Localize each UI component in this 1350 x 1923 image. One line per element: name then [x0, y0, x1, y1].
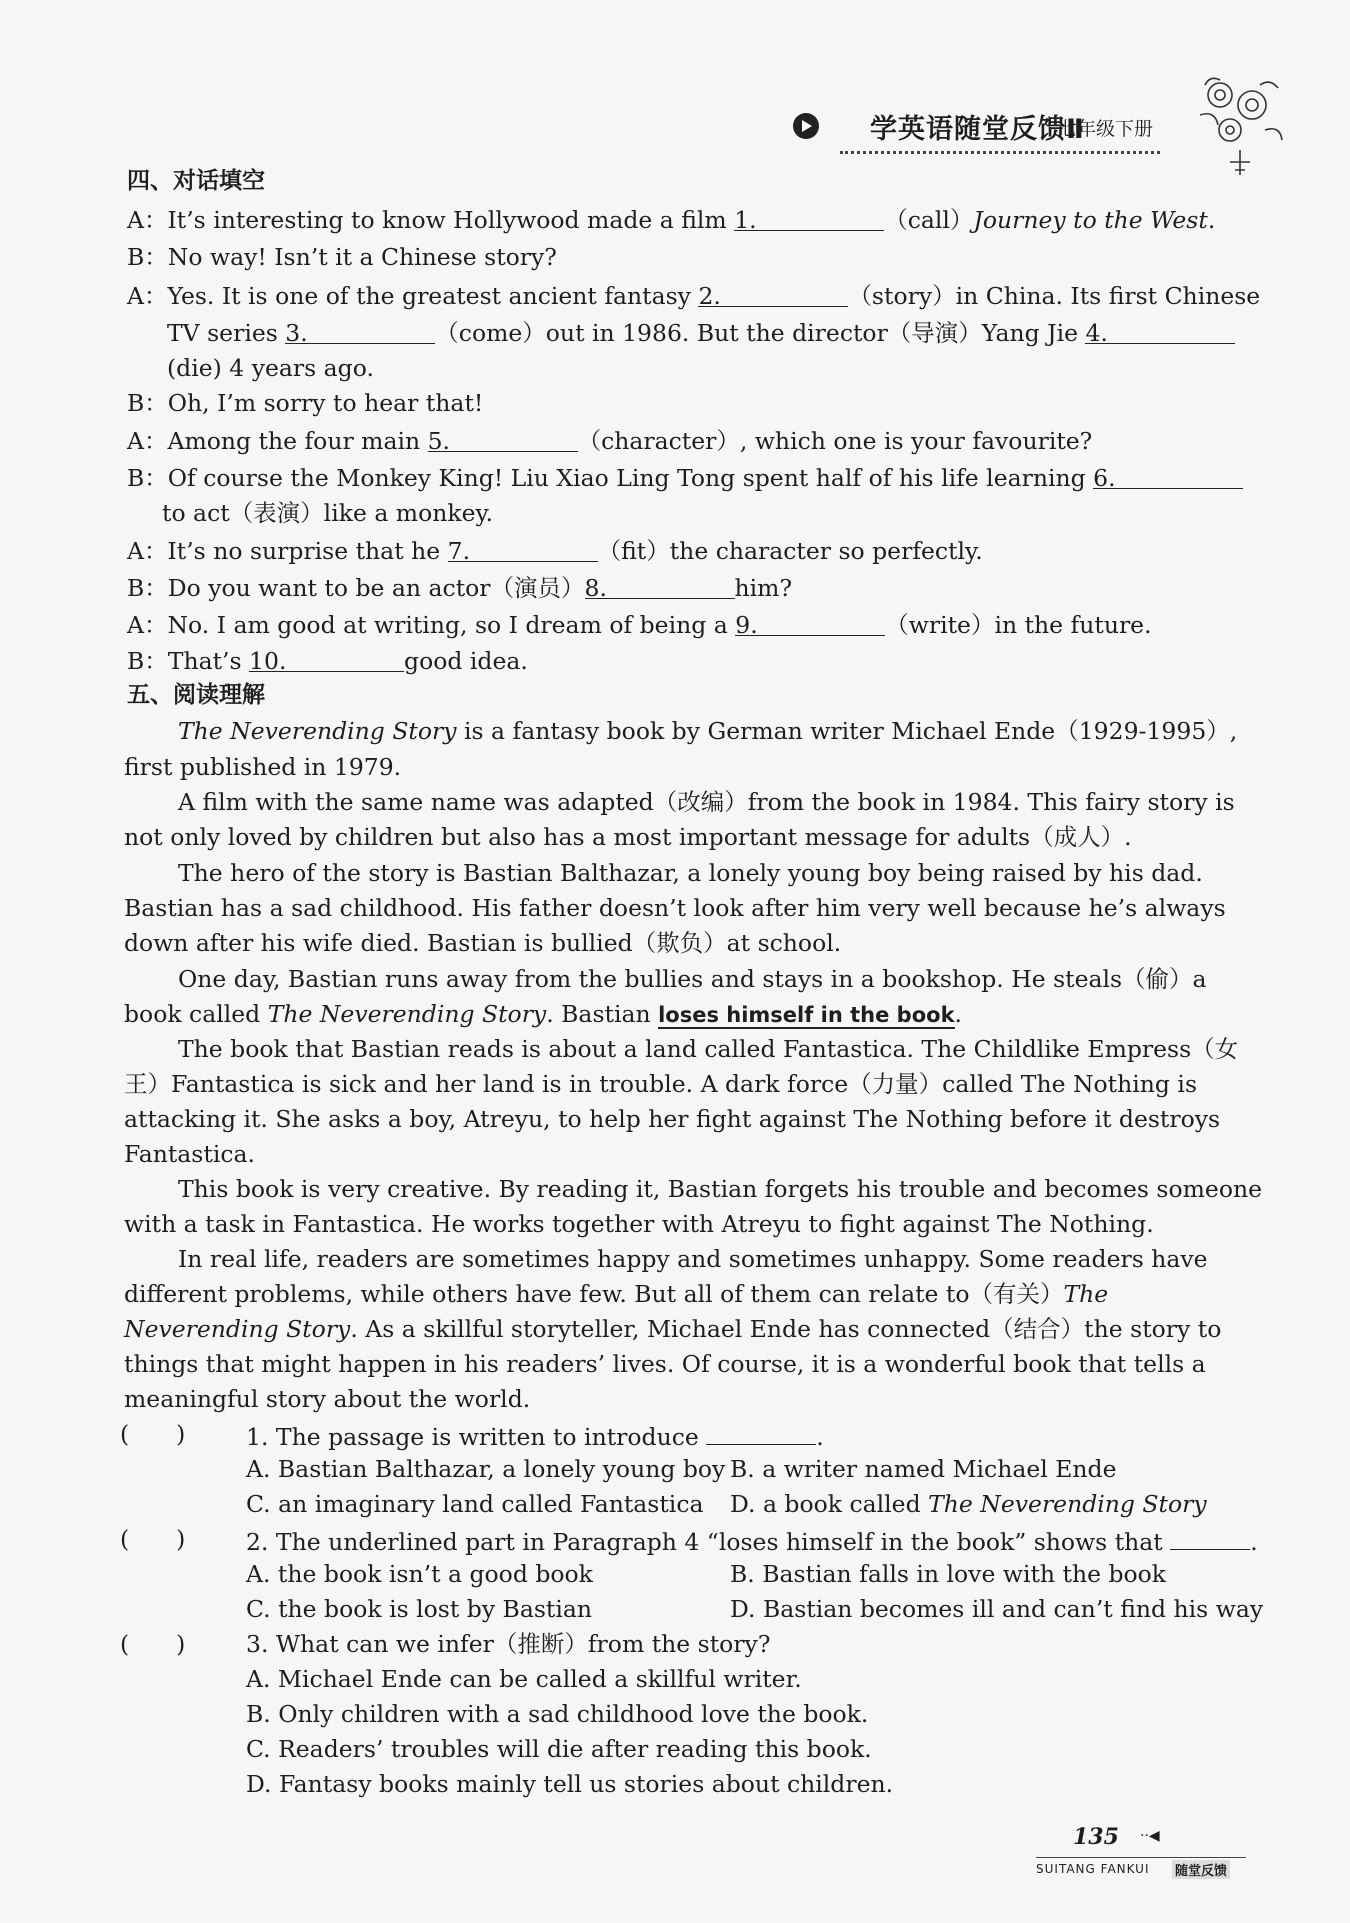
book-title-italic: The Neverending Story [267, 1000, 547, 1028]
dialogue-text: A：No. I am good at writing, so I dream of being a [127, 611, 736, 639]
blank-4[interactable] [1085, 317, 1235, 347]
blank-5[interactable] [427, 425, 578, 455]
passage-line [178, 715, 1237, 747]
passage-line: down after his wife died. Bastian is bullied（欺负）at school. [124, 929, 842, 957]
play-bullet-icon [793, 113, 819, 139]
question-3-paren[interactable]: ( ) [120, 1630, 186, 1658]
question-2-stem [246, 1523, 1258, 1558]
passage-line: One day, Bastian runs away from the bullies and stays in a bookshop. He steals（偷）a [178, 965, 1207, 993]
passage-line [124, 1313, 1221, 1345]
question-3-option-b[interactable]: B. Only children with a sad childhood love the book. [246, 1700, 869, 1728]
passage-text: . Bastian [546, 1000, 659, 1028]
blank-number: 5. [427, 427, 450, 455]
dialogue-text: （character）, which one is your favourite? [577, 427, 1093, 455]
question-1-option-d[interactable] [730, 1488, 1207, 1520]
dialogue-text: him? [734, 574, 793, 602]
passage-line: attacking it. She asks a boy, Atreyu, to help her fight against The Nothing before it destroys [124, 1105, 1221, 1133]
punctuation: . [1207, 206, 1216, 234]
question-1-stem [246, 1418, 824, 1453]
dialogue-line-2: B：No way! Isn’t it a Chinese story? [127, 243, 557, 271]
book-title-italic: The Neverending Story [928, 1490, 1207, 1518]
dialogue-line-7 [127, 425, 1092, 457]
blank-number: 9. [735, 611, 758, 639]
dialogue-text: B：That’s [127, 647, 250, 675]
flower-ornament-icon [1190, 70, 1290, 180]
question-1-paren[interactable]: ( ) [120, 1420, 186, 1448]
question-1-option-a[interactable]: A. Bastian Balthazar, a lonely young boy [246, 1455, 726, 1483]
dialogue-text: A：Yes. It is one of the greatest ancient fantasy [127, 282, 699, 310]
page-number: 135 [1073, 1824, 1119, 1850]
question-1-option-c[interactable]: C. an imaginary land called Fantastica [246, 1490, 704, 1518]
blank-number: 2. [698, 282, 721, 310]
blank-number: 6. [1093, 464, 1116, 492]
blank-8[interactable] [584, 572, 735, 602]
dialogue-text: B：Do you want to be an actor（演员） [127, 574, 585, 602]
passage-line: The hero of the story is Bastian Balthazar, a lonely young boy being raised by his dad. [178, 859, 1203, 887]
dialogue-text: A：It’s interesting to know Hollywood made a film [127, 206, 735, 234]
dialogue-text: （fit）the character so perfectly. [597, 537, 983, 565]
passage-line: not only loved by children but also has a most important message for adults（成人）. [124, 823, 1132, 851]
dialogue-text: （write）in the future. [885, 611, 1152, 639]
punctuation: . [954, 1000, 963, 1028]
question-text: 1. The passage is written to introduce [246, 1423, 707, 1451]
passage-text: book called [124, 1000, 268, 1028]
question-3-stem: 3. What can we infer（推断）from the story? [246, 1630, 771, 1658]
blank-7[interactable] [447, 535, 598, 565]
blank-number: 4. [1085, 319, 1108, 347]
dialogue-text: （come）out in 1986. But the director（导演）Yang Jie [435, 319, 1086, 347]
blank-2[interactable] [698, 280, 848, 310]
blank-number: 1. [734, 206, 757, 234]
question-3-option-c[interactable]: C. Readers’ troubles will die after reading this book. [246, 1735, 872, 1763]
dialogue-line-9: to act（表演）like a monkey. [162, 499, 494, 527]
book-subtitle: 七年级下册 [1058, 118, 1154, 140]
blank-9[interactable] [735, 609, 885, 639]
punctuation: . [816, 1423, 824, 1451]
question-3-option-d[interactable]: D. Fantasy books mainly tell us stories about children. [246, 1770, 894, 1798]
question-2-option-d[interactable]: D. Bastian becomes ill and can’t find his way [730, 1595, 1264, 1623]
arrow-left-icon: ··◀ [1140, 1828, 1160, 1844]
dialogue-line-10 [127, 535, 983, 567]
dialogue-line-1 [127, 204, 1215, 236]
passage-line: This book is very creative. By reading it, Bastian forgets his trouble and becomes someone [178, 1175, 1263, 1203]
passage-line: In real life, readers are sometimes happy and sometimes unhappy. Some readers have [178, 1245, 1208, 1273]
passage-text: is a fantasy book by German writer Michael Ende（1929-1995）, [456, 717, 1238, 745]
question-2-option-c[interactable]: C. the book is lost by Bastian [246, 1595, 593, 1623]
book-title: 学英语随堂反馈Ⅱ [870, 114, 1085, 145]
dialogue-text: B：Of course the Monkey King! Liu Xiao Ling Tong spent half of his life learning [127, 464, 1094, 492]
book-title-italic: The Neverending Story [178, 717, 457, 745]
question-1-option-b[interactable]: B. a writer named Michael Ende [730, 1455, 1117, 1483]
dialogue-line-6: B：Oh, I’m sorry to hear that! [127, 389, 484, 417]
option-text: D. a book called [730, 1490, 929, 1518]
question-1-blank [706, 1418, 816, 1445]
passage-line [124, 1278, 1108, 1310]
question-2-paren[interactable]: ( ) [120, 1525, 186, 1553]
dialogue-text: A：Among the four main [127, 427, 428, 455]
dialogue-line-13 [127, 645, 528, 677]
passage-text: different problems, while others have few. But all of them can relate to（有关） [124, 1280, 1064, 1308]
dialogue-text: A：It’s no surprise that he [127, 537, 448, 565]
footer-brand-en: SUITANG FANKUI [1036, 1862, 1150, 1876]
passage-text: . As a skillful storyteller, Michael Ende has connected（结合）the story to [350, 1315, 1222, 1343]
underlined-phrase: loses himself in the book [658, 1003, 955, 1027]
question-2-option-a[interactable]: A. the book isn’t a good book [246, 1560, 593, 1588]
passage-line: things that might happen in his readers’ lives. Of course, it is a wonderful book that tells a [124, 1350, 1206, 1378]
blank-1[interactable] [734, 204, 884, 234]
passage-line [124, 998, 962, 1031]
footer-brand [1036, 1857, 1246, 1880]
passage-line: 王）Fantastica is sick and her land is in trouble. A dark force（力量）called The Nothing is [124, 1070, 1198, 1098]
book-title-italic: The [1063, 1280, 1109, 1308]
dialogue-text: （story）in China. Its first Chinese [848, 282, 1261, 310]
passage-line: first published in 1979. [124, 753, 402, 781]
passage-line: with a task in Fantastica. He works together with Atreyu to fight against The Nothing. [124, 1210, 1154, 1238]
header-dotted-rule [840, 151, 1160, 154]
dialogue-line-3 [127, 280, 1260, 312]
question-2-blank [1170, 1523, 1250, 1550]
blank-number: 7. [447, 537, 471, 565]
punctuation: . [1250, 1528, 1258, 1556]
hint-word: （call） [884, 206, 974, 234]
book-title-italic: Neverending Story [124, 1315, 351, 1343]
page-header [780, 103, 1200, 163]
dialogue-text: TV series [167, 319, 286, 347]
passage-line: Fantastica. [124, 1140, 255, 1168]
passage-line: Bastian has a sad childhood. His father doesn’t look after him very well because he’s always [124, 894, 1226, 922]
film-title: Journey to the West [973, 206, 1208, 234]
blank-number: 10. [249, 647, 287, 675]
footer-brand-cn: 随堂反馈 [1172, 1860, 1230, 1879]
dialogue-line-8 [127, 462, 1243, 494]
passage-line: A film with the same name was adapted（改编）from the book in 1984. This fairy story is [178, 788, 1235, 816]
dialogue-line-5: (die) 4 years ago. [167, 354, 374, 382]
blank-3[interactable] [285, 317, 435, 347]
blank-number: 3. [285, 319, 308, 347]
question-2-option-b[interactable]: B. Bastian falls in love with the book [730, 1560, 1167, 1588]
blank-number: 8. [584, 574, 607, 602]
dialogue-text: good idea. [404, 647, 528, 675]
section-4-title: 四、对话填空 [127, 168, 265, 194]
passage-line: meaningful story about the world. [124, 1385, 531, 1413]
section-5-title: 五、阅读理解 [127, 682, 265, 708]
dialogue-line-11 [127, 572, 792, 604]
dialogue-line-12 [127, 609, 1152, 641]
question-text: 2. The underlined part in Paragraph 4 “loses himself in the book” shows that [246, 1528, 1171, 1556]
passage-line: The book that Bastian reads is about a land called Fantastica. The Childlike Empress（女 [178, 1035, 1239, 1063]
dialogue-line-4 [167, 317, 1235, 349]
blank-6[interactable] [1093, 462, 1243, 492]
blank-10[interactable] [249, 645, 404, 675]
question-3-option-a[interactable]: A. Michael Ende can be called a skillful writer. [246, 1665, 802, 1693]
